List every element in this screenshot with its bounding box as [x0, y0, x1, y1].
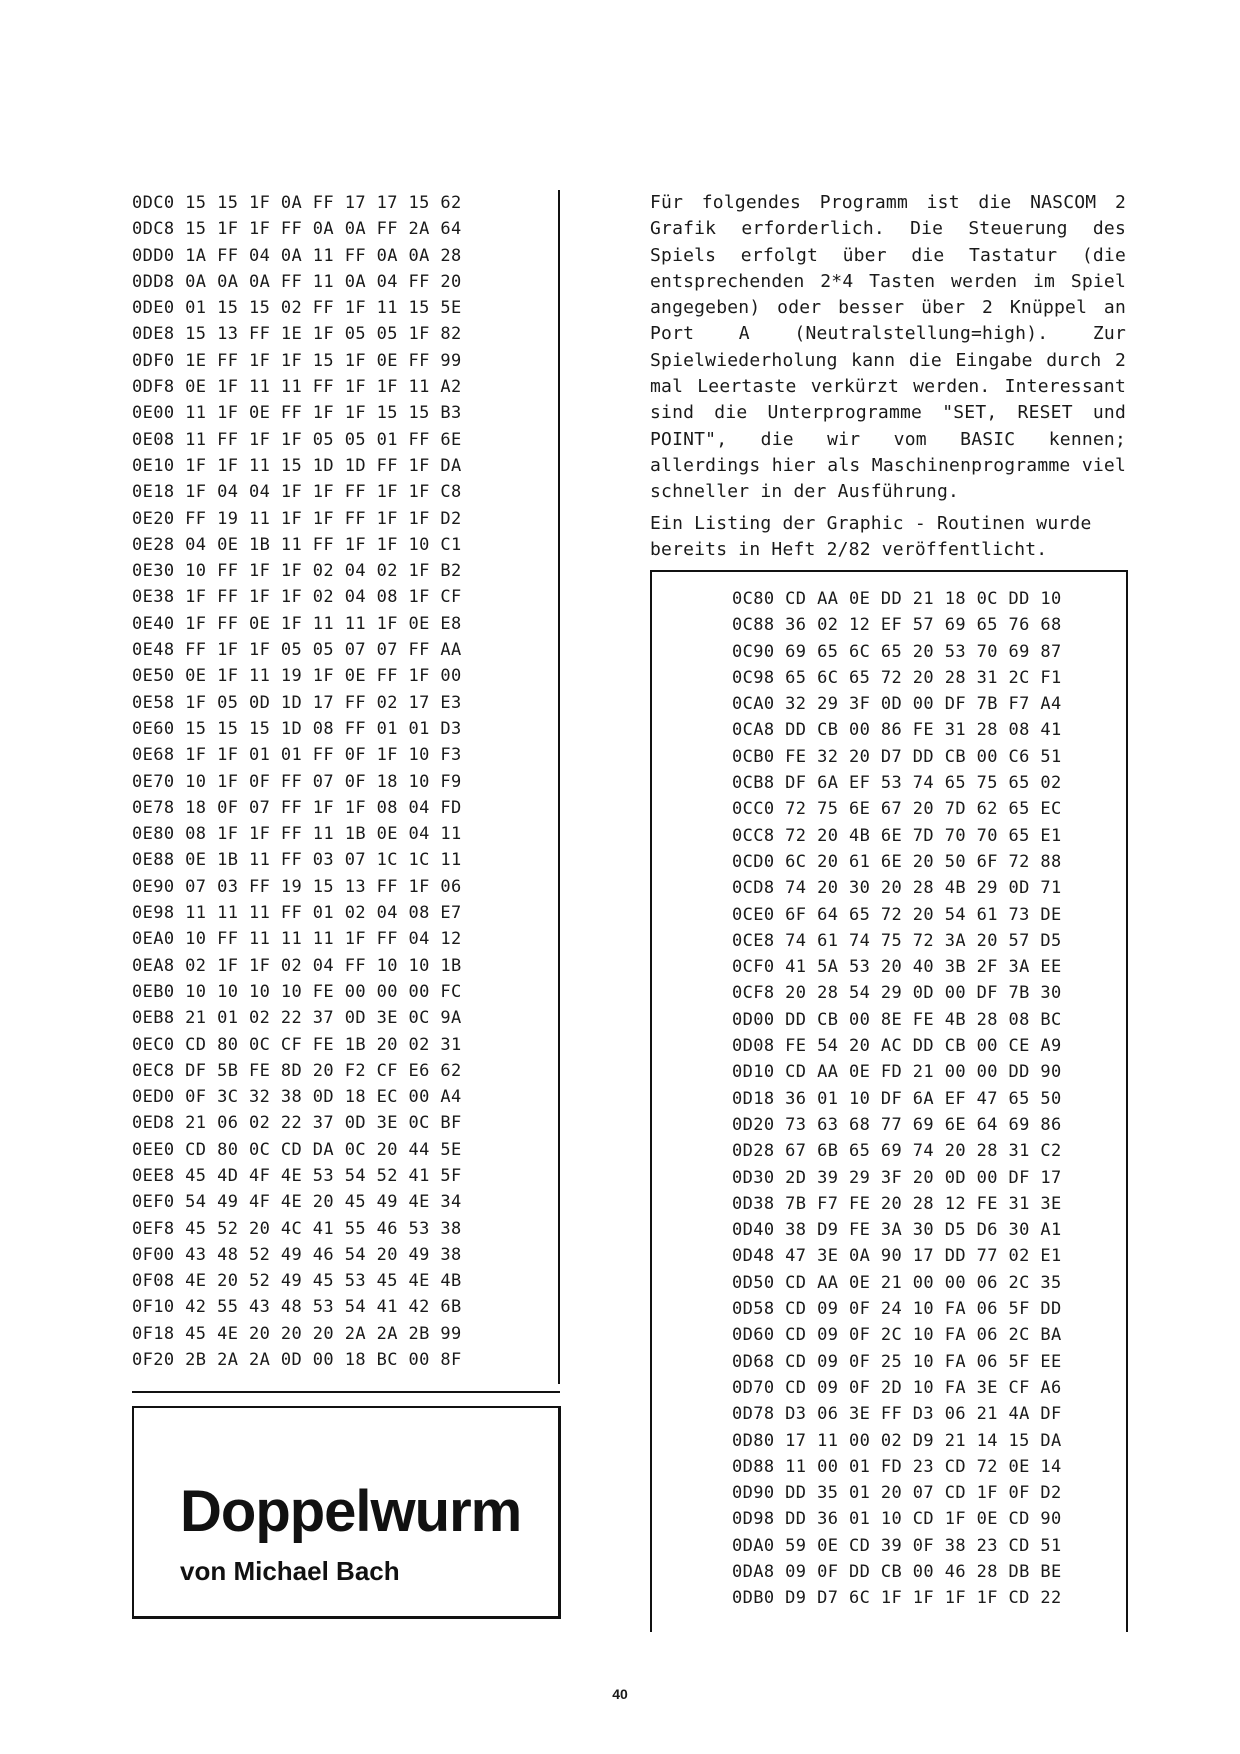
- hex-row: 0DB0 D9 D7 6C 1F 1F 1F 1F CD 22: [732, 1588, 1062, 1609]
- hex-row: 0DE0 01 15 15 02 FF 1F 11 15 5E: [132, 298, 462, 319]
- hex-row: 0D88 11 00 01 FD 23 CD 72 0E 14: [732, 1456, 1062, 1477]
- hex-row: 0EC0 CD 80 0C CF FE 1B 20 02 31: [132, 1034, 462, 1055]
- hex-row: 0E38 1F FF 1F 1F 02 04 08 1F CF: [132, 587, 462, 608]
- hex-row: 0E50 0E 1F 11 19 1F 0E FF 1F 00: [132, 666, 462, 687]
- hex-row: 0E08 11 FF 1F 1F 05 05 01 FF 6E: [132, 429, 462, 450]
- intro-paragraph-1: Für folgendes Programm ist die NASCOM 2 Grafik erforderlich. Die Steuerung des Spiels erfolgt über die Tastatur (die entsprechenden 2*4 Tasten werden im Spiel angegeben) oder besser über 2 Knüppel an Port A (Neutralstellung=high). Zur Spielwiederholung kann die Eingabe durch 2 mal Leertaste verkürzt werden. Interessant sind die Unterprogramme "SET, RESET und POINT", die wir vom BASIC kennen; allerdings hier als Maschinenprogramme viel schneller in der Ausführung.: [650, 192, 1126, 503]
- hex-row: 0E88 0E 1B 11 FF 03 07 1C 1C 11: [132, 850, 462, 871]
- hex-row: 0F00 43 48 52 49 46 54 20 49 38: [132, 1244, 462, 1265]
- hex-row: 0CB8 DF 6A EF 53 74 65 75 65 02: [732, 773, 1062, 794]
- hex-row: 0DF8 0E 1F 11 11 FF 1F 1F 11 A2: [132, 377, 462, 398]
- hex-row: 0D28 67 6B 65 69 74 20 28 31 C2: [732, 1141, 1062, 1162]
- hex-row: 0CD8 74 20 30 20 28 4B 29 0D 71: [732, 878, 1062, 899]
- hex-row: 0D18 36 01 10 DF 6A EF 47 65 50: [732, 1088, 1062, 1109]
- hex-row: 0EE0 CD 80 0C CD DA 0C 20 44 5E: [132, 1139, 462, 1160]
- hex-row: 0EA0 10 FF 11 11 11 1F FF 04 12: [132, 929, 462, 950]
- hex-row: 0E40 1F FF 0E 1F 11 11 1F 0E E8: [132, 613, 462, 634]
- hex-row: 0CA0 32 29 3F 0D 00 DF 7B F7 A4: [732, 694, 1062, 715]
- hex-row: 0E60 15 15 15 1D 08 FF 01 01 D3: [132, 718, 462, 739]
- hex-row: 0ED0 0F 3C 32 38 0D 18 EC 00 A4: [132, 1087, 462, 1108]
- divider-line: [132, 1391, 560, 1393]
- hex-row: 0E28 04 0E 1B 11 FF 1F 1F 10 C1: [132, 534, 462, 555]
- hex-row: 0CE0 6F 64 65 72 20 54 61 73 DE: [732, 904, 1062, 925]
- hex-row: 0DC8 15 1F 1F FF 0A 0A FF 2A 64: [132, 219, 462, 240]
- hex-row: 0F08 4E 20 52 49 45 53 45 4E 4B: [132, 1271, 462, 1292]
- hex-row: 0E98 11 11 11 FF 01 02 04 08 E7: [132, 903, 462, 924]
- hex-row: 0DC0 15 15 1F 0A FF 17 17 15 62: [132, 193, 462, 213]
- hex-row: 0E68 1F 1F 01 01 FF 0F 1F 10 F3: [132, 745, 462, 766]
- hex-row: 0EC8 DF 5B FE 8D 20 F2 CF E6 62: [132, 1060, 462, 1081]
- hex-row: 0DD0 1A FF 04 0A 11 FF 0A 0A 28: [132, 245, 462, 266]
- hex-row: 0F10 42 55 43 48 53 54 41 42 6B: [132, 1297, 462, 1318]
- hex-row: 0EA8 02 1F 1F 02 04 FF 10 10 1B: [132, 955, 462, 976]
- article-author: von Michael Bach: [180, 1556, 400, 1586]
- hex-listing-left: [132, 190, 552, 1373]
- hex-row: 0E00 11 1F 0E FF 1F 1F 15 15 B3: [132, 403, 462, 424]
- hex-row: 0D90 DD 35 01 20 07 CD 1F 0F D2: [732, 1483, 1062, 1504]
- article-title-box: [132, 1406, 561, 1619]
- hex-listing-right: [732, 586, 1112, 1612]
- hex-row: 0F20 2B 2A 2A 0D 00 18 BC 00 8F: [132, 1350, 462, 1371]
- hex-row: 0D50 CD AA 0E 21 00 00 06 2C 35: [732, 1272, 1062, 1293]
- hex-row: 0E18 1F 04 04 1F 1F FF 1F 1F C8: [132, 482, 462, 503]
- hex-row: 0CE8 74 61 74 75 72 3A 20 57 D5: [732, 930, 1062, 951]
- hex-row: 0D58 CD 09 0F 24 10 FA 06 5F DD: [732, 1299, 1062, 1320]
- hex-row: 0EF0 54 49 4F 4E 20 45 49 4E 34: [132, 1192, 462, 1213]
- hex-row: 0EB0 10 10 10 10 FE 00 00 00 FC: [132, 981, 462, 1002]
- hex-row: 0EE8 45 4D 4F 4E 53 54 52 41 5F: [132, 1165, 462, 1186]
- right-listing-box: [650, 570, 1128, 1632]
- hex-row: 0D40 38 D9 FE 3A 30 D5 D6 30 A1: [732, 1220, 1062, 1241]
- intro-text: [650, 190, 1126, 563]
- hex-row: 0E58 1F 05 0D 1D 17 FF 02 17 E3: [132, 692, 462, 713]
- hex-row: 0E30 10 FF 1F 1F 02 04 02 1F B2: [132, 561, 462, 582]
- page-number: 40: [612, 1686, 628, 1702]
- hex-row: 0D68 CD 09 0F 25 10 FA 06 5F EE: [732, 1351, 1062, 1372]
- hex-row: 0D10 CD AA 0E FD 21 00 00 DD 90: [732, 1062, 1062, 1083]
- hex-row: 0E78 18 0F 07 FF 1F 1F 08 04 FD: [132, 797, 462, 818]
- hex-row: 0E48 FF 1F 1F 05 05 07 07 FF AA: [132, 640, 462, 661]
- hex-row: 0D80 17 11 00 02 D9 21 14 15 DA: [732, 1430, 1062, 1451]
- hex-row: 0C88 36 02 12 EF 57 69 65 76 68: [732, 615, 1062, 636]
- hex-row: 0D48 47 3E 0A 90 17 DD 77 02 E1: [732, 1246, 1062, 1267]
- hex-row: 0D20 73 63 68 77 69 6E 64 69 86: [732, 1114, 1062, 1135]
- hex-row: 0EB8 21 01 02 22 37 0D 3E 0C 9A: [132, 1008, 462, 1029]
- left-column: [132, 190, 560, 1384]
- hex-row: 0CC8 72 20 4B 6E 7D 70 70 65 E1: [732, 825, 1062, 846]
- hex-row: 0CC0 72 75 6E 67 20 7D 62 65 EC: [732, 799, 1062, 820]
- hex-row: 0E90 07 03 FF 19 15 13 FF 1F 06: [132, 876, 462, 897]
- hex-row: 0D98 DD 36 01 10 CD 1F 0E CD 90: [732, 1509, 1062, 1530]
- hex-row: 0CF0 41 5A 53 20 40 3B 2F 3A EE: [732, 957, 1062, 978]
- hex-row: 0D60 CD 09 0F 2C 10 FA 06 2C BA: [732, 1325, 1062, 1346]
- article-title: Doppelwurm: [180, 1479, 522, 1544]
- hex-row: 0F18 45 4E 20 20 20 2A 2A 2B 99: [132, 1323, 462, 1344]
- hex-row: 0D30 2D 39 29 3F 20 0D 00 DF 17: [732, 1167, 1062, 1188]
- hex-row: 0ED8 21 06 02 22 37 0D 3E 0C BF: [132, 1113, 462, 1134]
- hex-row: 0D08 FE 54 20 AC DD CB 00 CE A9: [732, 1036, 1062, 1057]
- hex-row: 0CF8 20 28 54 29 0D 00 DF 7B 30: [732, 983, 1062, 1004]
- hex-row: 0EF8 45 52 20 4C 41 55 46 53 38: [132, 1218, 462, 1239]
- hex-row: 0CB0 FE 32 20 D7 DD CB 00 C6 51: [732, 746, 1062, 767]
- hex-row: 0D00 DD CB 00 8E FE 4B 28 08 BC: [732, 1009, 1062, 1030]
- hex-row: 0D70 CD 09 0F 2D 10 FA 3E CF A6: [732, 1377, 1062, 1398]
- hex-row: 0CA8 DD CB 00 86 FE 31 28 08 41: [732, 720, 1062, 741]
- hex-row: 0D78 D3 06 3E FF D3 06 21 4A DF: [732, 1404, 1062, 1425]
- hex-row: 0DF0 1E FF 1F 1F 15 1F 0E FF 99: [132, 350, 462, 371]
- hex-row: 0E80 08 1F 1F FF 11 1B 0E 04 11: [132, 824, 462, 845]
- hex-row: 0E70 10 1F 0F FF 07 0F 18 10 F9: [132, 771, 462, 792]
- hex-row: 0CD0 6C 20 61 6E 20 50 6F 72 88: [732, 851, 1062, 872]
- intro-paragraph-2: Ein Listing der Graphic - Routinen wurde bereits in Heft 2/82 veröffentlicht.: [650, 512, 1092, 560]
- hex-row: 0C98 65 6C 65 72 20 28 31 2C F1: [732, 667, 1062, 688]
- hex-row: 0C80 CD AA 0E DD 21 18 0C DD 10: [732, 589, 1062, 609]
- hex-row: 0E10 1F 1F 11 15 1D 1D FF 1F DA: [132, 455, 462, 476]
- hex-row: 0D38 7B F7 FE 20 28 12 FE 31 3E: [732, 1193, 1062, 1214]
- hex-row: 0DD8 0A 0A 0A FF 11 0A 04 FF 20: [132, 271, 462, 292]
- hex-row: 0DA8 09 0F DD CB 00 46 28 DB BE: [732, 1561, 1062, 1582]
- hex-row: 0DE8 15 13 FF 1E 1F 05 05 1F 82: [132, 324, 462, 345]
- hex-row: 0DA0 59 0E CD 39 0F 38 23 CD 51: [732, 1535, 1062, 1556]
- hex-row: 0C90 69 65 6C 65 20 53 70 69 87: [732, 641, 1062, 662]
- hex-row: 0E20 FF 19 11 1F 1F FF 1F 1F D2: [132, 508, 462, 529]
